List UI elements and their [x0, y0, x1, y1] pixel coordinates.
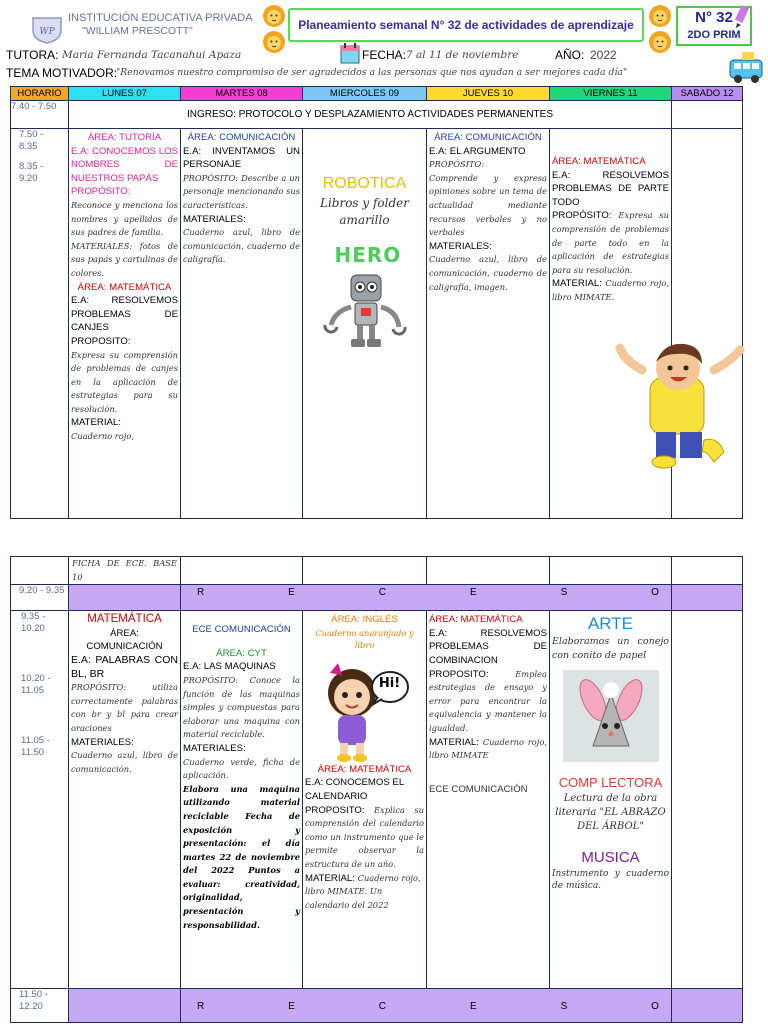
- project-text: Elabora una maquina utilizando material reciclable Fecha de exposición y presentación: el día martes 22 de noviembre del 2022 Puntos a evaluar: creatividad, originalidad, presentación y responsabilidad.: [183, 783, 300, 930]
- proposito-text: Expresa su comprensión de problemas de parte todo en la aplicación de estrategias para su resolución.: [552, 210, 669, 275]
- material-label: MATERIAL:: [552, 278, 602, 290]
- lion-icon: [262, 30, 286, 54]
- arte-title: ARTE: [587, 614, 634, 634]
- ece-label: ECE COMUNICACIÓN: [429, 783, 528, 795]
- proposito-label: PROPÓSITO:: [71, 186, 131, 198]
- ingreso-row: [69, 101, 672, 129]
- cell-viernes: [550, 611, 672, 989]
- ea-label: E.A: RESOLVEMOS PROBLEMAS DE CANJES: [71, 295, 178, 334]
- area-label: ÁREA: TUTORÍA: [87, 132, 162, 143]
- time-slot: 9.35 - 10.20: [21, 611, 46, 635]
- proposito-label: PROPOSITO:: [305, 804, 365, 816]
- title-banner: [288, 8, 644, 42]
- fecha-label: FECHA:: [362, 48, 407, 62]
- header-lunes: LUNES 07: [69, 87, 181, 101]
- lion-icon: [262, 4, 286, 28]
- jumping-boy-image: [614, 340, 746, 480]
- time-column: [11, 611, 69, 989]
- cell-jueves: [427, 129, 550, 519]
- plan-number: N° 32: [695, 9, 733, 26]
- recreo-letter: E: [288, 1001, 295, 1013]
- musica-desc: Instrumento y cuaderno de música.: [552, 869, 669, 892]
- cell-lunes: [69, 611, 181, 989]
- area-label: ÁREA: INGLÉS: [331, 614, 398, 626]
- arte-desc: Elaboramos un conejo con conito de papel: [552, 636, 669, 661]
- ea-label: E.A: CONOCEMOS LOS NOMBRES DE NUESTROS PAPÁS: [71, 145, 178, 184]
- cell-miercoles: [303, 129, 427, 519]
- ea-label: E.A: INVENTAMOS UN PERSONAJE: [183, 145, 300, 171]
- material-text: Cuaderno rojo, libro MIMATE: [429, 736, 548, 761]
- area-label: ÁREA: MATEMÁTICA: [77, 281, 172, 293]
- time-slot: 11.50 - 12.20: [11, 989, 69, 1023]
- time-slot: 11.05 - 11.50: [21, 735, 50, 759]
- school-logo: [30, 14, 64, 44]
- anio-label: AÑO:: [555, 48, 585, 62]
- header-martes: MARTES 08: [181, 87, 303, 101]
- material-text: Cuaderno rojo,: [71, 431, 134, 442]
- material-text: Cuaderno rojo, libro MIMATE.: [552, 278, 670, 302]
- material-label: MATERIAL:: [305, 872, 355, 884]
- ingreso-text: INGRESO: PROTOCOLO Y DESPLAZAMIENTO ACTIVIDADES PERMANENTES: [186, 109, 553, 120]
- header-sabado: SABADO 12: [672, 87, 743, 101]
- cell-miercoles: [303, 611, 427, 989]
- materiales-text: Cuaderno azul, libro de comunicación, cuaderno de caligrafía.: [183, 227, 300, 265]
- grade-label: 2DO PRIM: [687, 29, 741, 41]
- area-label: ÁREA: MATEMÁTICA: [317, 763, 412, 775]
- proposito-text: Explica su comprensión del calendario como un instrumento que le permite observar la estructura de un año.: [305, 804, 425, 869]
- materiales-label: MATERIALES:: [71, 736, 134, 748]
- header-viernes: VIERNES 11: [550, 87, 672, 101]
- hero-label: HERO: [334, 243, 402, 267]
- recreo-letter: C: [378, 587, 387, 599]
- area-label: ÁREA: COMUNICACIÓN: [434, 132, 542, 143]
- materiales-text: Cuaderno verde, ficha de aplicación.: [183, 756, 300, 781]
- time-slot: 7.40 - 7.50: [11, 101, 69, 129]
- proposito-label: PROPÓSITO:: [429, 159, 485, 170]
- cell-lunes: [69, 129, 181, 519]
- school-name-line1: INSTITUCIÓN EDUCATIVA PRIVADA: [68, 12, 253, 24]
- cell-martes: [181, 129, 303, 519]
- time-slot: 7.50 - 8.35: [19, 129, 44, 152]
- material-label: MATERIAL:: [71, 417, 121, 429]
- recreo-letter: S: [560, 1001, 568, 1013]
- recreo-letter: O: [651, 587, 659, 599]
- ea-label: E.A: RESOLVEMOS PROBLEMAS DE PARTE TODO: [552, 169, 669, 208]
- cell-jueves: [427, 611, 550, 989]
- musica-title: MUSICA: [581, 849, 640, 867]
- tutora-label: TUTORA:: [6, 48, 59, 62]
- materiales-label: MATERIALES:: [183, 213, 246, 225]
- proposito-label: PROPÓSITO:: [552, 210, 612, 222]
- proposito-text: Expresa su comprensión de problemas de canjes en la aplicación de estrategias para su resolución.: [71, 349, 178, 414]
- ea-label: E.A: PALABRAS CON BL, BR: [71, 653, 178, 680]
- recreo-letter: O: [651, 1001, 659, 1013]
- materiales-text: Cuaderno azul, libro de comunicación, cuaderno de caligrafía, imagen.: [429, 254, 547, 292]
- area-label: ÁREA: COMUNICACIÓN: [86, 627, 163, 653]
- ea-label: E.A: CONOCEMOS EL CALENDARIO: [305, 777, 404, 802]
- proposito-text: PROPÓSITO: Describe a un personaje mencionando sus características.: [183, 172, 300, 210]
- proposito-label: PROPOSITO:: [429, 668, 489, 680]
- svg-text:WP: WP: [39, 27, 55, 37]
- material-text: Cuaderno rojo, libro MIMATE. Un calendario del 2022: [305, 872, 421, 910]
- area-label: ÁREA: CYT: [216, 647, 267, 659]
- area-label: ÁREA: COMUNICACIÓN: [187, 132, 296, 143]
- material-label: MATERIAL:: [429, 736, 479, 748]
- materiales-text: Cuaderno azul, libro de comunicación.: [71, 750, 178, 774]
- recreo-row: [181, 585, 672, 611]
- proposito-label: PROPOSITO:: [71, 335, 131, 347]
- proposito-text: Reconoce y menciona los nombres y apellidos de sus padres de familia.: [71, 199, 178, 238]
- recreo-letter: S: [560, 587, 568, 599]
- time-column: [11, 129, 69, 519]
- school-name-line2: "WILLIAM PRESCOTT": [82, 25, 193, 37]
- lion-icon: [648, 4, 672, 28]
- recreo-letter: R: [197, 587, 205, 599]
- recreo-row: [181, 989, 672, 1023]
- hi-label: Hi!: [378, 675, 401, 691]
- ea-label: E.A: RESOLVEMOS PROBLEMAS DE COMBINACION: [429, 627, 547, 666]
- header-horario: HORARIO: [11, 87, 69, 101]
- proposito-text: PROPÓSITO: Conoce la función de las maquinas simples y compuestas para elaborar una maquina con material reciclable.: [183, 674, 300, 740]
- robotica-subtitle: Libros y folder amarillo: [319, 196, 410, 227]
- ece-label: ECE COMUNICACIÓN: [192, 624, 291, 636]
- area-label: ÁREA: MATEMÁTICA: [552, 156, 646, 167]
- ficha-ece-text: FICHA DE ECE. BASE 10: [72, 558, 177, 582]
- comp-lectora-title: COMP LECTORA: [558, 775, 663, 791]
- header-miercoles: MIERCOLES 09: [303, 87, 427, 101]
- cell-martes: [181, 611, 303, 989]
- pencil-icon: [732, 4, 752, 28]
- recreo-letter: C: [378, 1001, 387, 1013]
- robotica-title: ROBOTICA: [322, 175, 407, 192]
- proposito-text: Comprende y expresa opiniones sobre un tema de actualidad mediante recursos verbales y no verbales: [429, 172, 547, 238]
- proposito-text: Emplea estrategias de ensayo y error para encontrar la equivalencia y mantener la igualdad.: [429, 668, 547, 733]
- girl-hi-image: [320, 659, 410, 763]
- school-bus-icon: [728, 50, 766, 86]
- page-title: Planeamiento semanal N° 32 de actividades de aprendizaje: [298, 18, 634, 32]
- tema-value: "Renovamos nuestro compromiso de ser agradecidos a las personas que nos ayudan a ser mejores cada día": [116, 67, 628, 78]
- ea-label: E.A: EL ARGUMENTO: [429, 145, 526, 157]
- materiales-label: MATERIALES:: [429, 240, 492, 252]
- proposito-text: PROPÓSITO: utiliza correctamente palabras con br y bl para crear oraciones: [71, 682, 178, 733]
- calendar-icon: [340, 42, 360, 64]
- time-slot: 8.35 - 9.20: [19, 161, 44, 184]
- ea-label: E.A: LAS MAQUINAS: [183, 661, 276, 673]
- time-slot: 10.20 - 11.05: [21, 673, 51, 697]
- hero-robot-image: [317, 235, 413, 355]
- bunny-craft-image: [563, 670, 659, 762]
- cell-lunes-top: [69, 557, 181, 585]
- time-slot: 9.20 - 9.35: [11, 585, 69, 611]
- header-jueves: JUEVES 10: [427, 87, 550, 101]
- tutora-value: Maria Fernanda Tacanahui Apaza: [62, 49, 242, 61]
- lion-icon: [648, 30, 672, 54]
- area-label: MATEMÁTICA: [87, 613, 162, 626]
- recreo-letter: E: [469, 1001, 477, 1013]
- anio-value: 2022: [590, 48, 617, 62]
- comp-lectora-desc: Lectura de la obra literaria "EL ABRAZO DEL ÁRBOL": [555, 793, 666, 833]
- recreo-letter: R: [197, 1001, 205, 1013]
- recreo-letter: E: [288, 587, 295, 599]
- tema-label: TEMA MOTIVADOR:: [6, 66, 118, 80]
- materiales-text: MATERIALES: fotos de sus papás y cartulinas de colores.: [71, 240, 178, 278]
- recreo-letter: E: [469, 587, 477, 599]
- fecha-value: 7 al 11 de noviembre: [406, 49, 519, 61]
- ingles-subtitle: Cuaderno anaranjado y libro: [315, 627, 414, 650]
- area-label: ÁREA: MATEMÁTICA: [429, 614, 523, 626]
- schedule-table-bottom: [10, 556, 743, 1023]
- materiales-label: MATERIALES:: [183, 742, 246, 754]
